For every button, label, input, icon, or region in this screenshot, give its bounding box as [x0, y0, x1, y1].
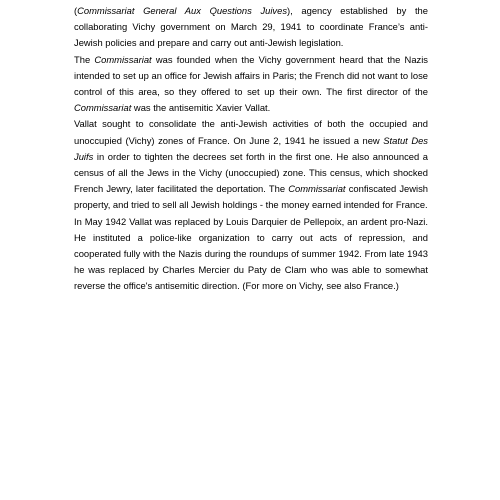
p2-text-start: The: [74, 53, 95, 65]
p1-text-end: ), agency established by the collaborating Vichy government on March 29, 1941 to coordinate France’s anti-Jewish policies and prepare and carry out anti-Jewish legislation.: [74, 5, 428, 49]
p3-italic-term-1: Statut Des Juifs: [74, 134, 428, 162]
p3-text-end: confiscated Jewish property, and tried to sell all Jewish holdings - the money earned intended for France.: [74, 183, 428, 211]
p2-text-end: was the antisemitic Xavier Vallat.: [131, 102, 271, 114]
paragraph-4: In May 1942 Vallat was replaced by Louis Darquier de Pellepoix, an ardent pro-Nazi. He instituted a police-like organization to carry out acts of repression, and cooperated fully with the Nazis during the roundups of summer 1942. From late 1943 he was replaced by Charles Mercier du Paty de Clam who was able to somewhat reverse the office's antisemitic direction. (For more on Vichy, see also France.): [74, 215, 428, 292]
p2-text-middle: was founded when the Vichy government heard that the Nazis intended to set up an office for Jewish affairs in Paris; the French did not want to lose control of this area, so they offered to set up their own. The first director of the: [74, 53, 428, 98]
p1-italic-term: Commissariat General Aux Questions Juives: [77, 5, 288, 16]
paragraph-3: [74, 116, 428, 213]
p3-italic-term-2: Commissariat: [288, 183, 346, 195]
p3-text-start: Vallat sought to consolidate the anti-Jewish activities of both the occupied and unoccupied (Vichy) zones of France. On June 2, 1941 he issued a new: [74, 118, 428, 146]
paragraph-2: [74, 52, 428, 117]
p3-text-middle: in order to tighten the decrees set forth in the first one. He also announced a census of all the Jews in the Vichy (unoccupied) zone. This census, which shocked French Jewry, later facilitated the deportation. The: [74, 150, 428, 195]
p2-italic-term-1: Commissariat: [94, 53, 152, 65]
body-text: [74, 3, 428, 295]
paragraph-1: [74, 3, 428, 52]
p2-italic-term-2: Commissariat: [74, 102, 132, 114]
p1-text-start: (: [74, 5, 78, 16]
